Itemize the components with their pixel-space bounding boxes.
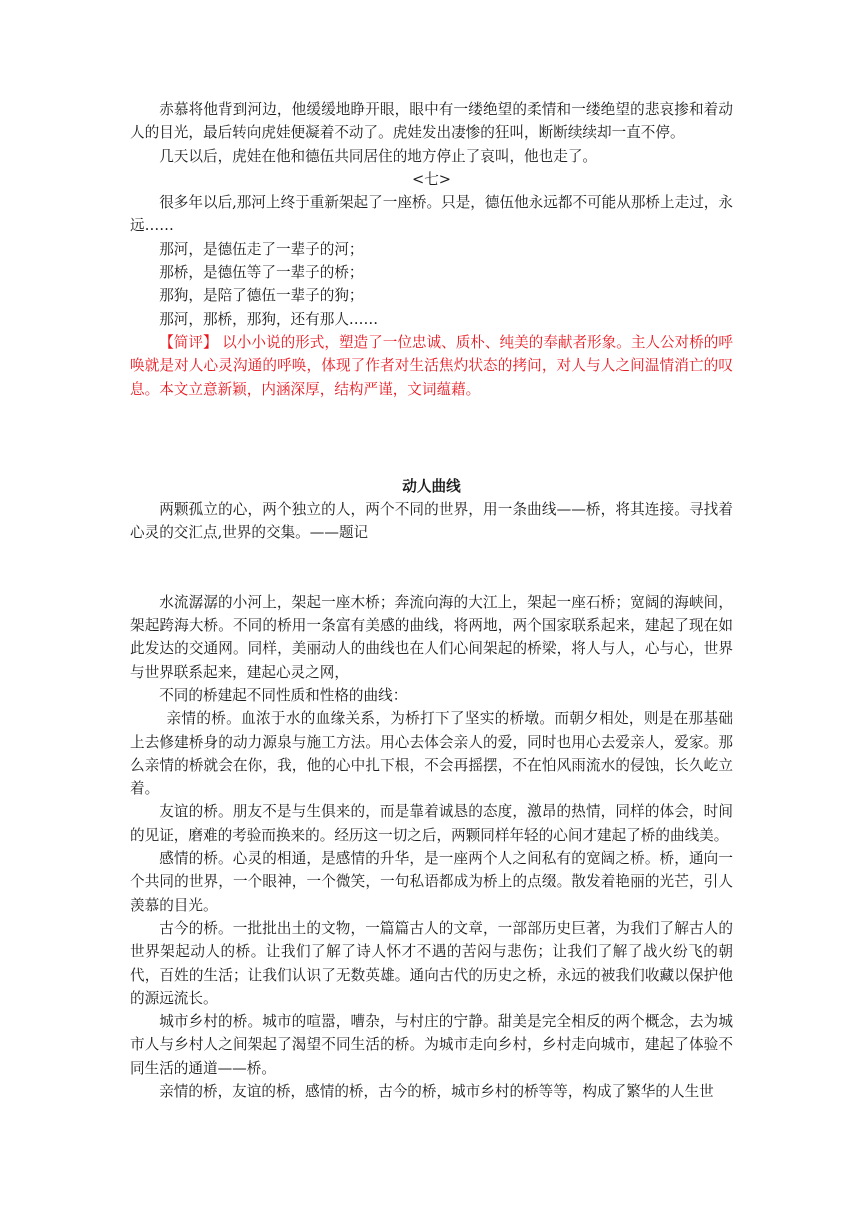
story-paragraph: 几天以后，虎娃在他和德伍共同居住的地方停止了哀叫，他也走了。 — [159, 147, 598, 165]
story-paragraph: 赤慕将他背到河边，他缓缓地睁开眼，眼中有一缕绝望的柔情和一缕绝望的悲哀掺和着动人的目光，最后转向虎娃便凝着不动了。虎娃发出凄惨的狂叫，断断续续却一直不停。 — [130, 101, 733, 142]
editor-comment: 【简评】 以小小说的形式，塑造了一位忠诚、质朴、纯美的奉献者形象。主人公对桥的呼唤就是对人心灵沟通的呼唤，体现了作者对生活焦灼状态的拷问，对人与人之间温情消亡的叹息。本文立意新颖，内涵深厚，结构严谨，文词蕴藉。 — [130, 333, 733, 398]
refrain-line: 那桥，是德伍等了一辈子的桥； — [159, 264, 364, 282]
essay-paragraph: 不同的桥建起不同性质和性格的曲线： — [159, 686, 408, 704]
refrain-line: 那河，是德伍走了一辈子的河； — [159, 240, 364, 258]
essay-paragraph: 古今的桥。一批批出土的文物，一篇篇古人的文章，一部部历史巨著，为我们了解古人的世界架起动人的桥。让我们了解了诗人怀才不遇的苦闷与悲伤；让我们了解了战火纷飞的朝代，百姓的生活；让我们认识了无数英雄。通向古代的历史之桥，永远的被我们收藏以保护他的源远流长。 — [130, 919, 733, 1007]
refrain-line: 那河，那桥，那狗，还有那人…… — [159, 310, 379, 328]
spacer — [130, 545, 733, 591]
essay-paragraph: 亲情的桥。血浓于水的血缘关系，为桥打下了坚实的桥墩。而朝夕相处，则是在那基础上去修建桥身的动力源泉与施工方法。用心去体会亲人的爱，同时也用心去爱亲人，爱家。那么亲情的桥就会在你，我，他的心中扎下根，不会再摇摆，不在怕风雨流水的侵蚀，长久屹立着。 — [130, 710, 733, 798]
chapter-marker: <七> — [411, 170, 452, 188]
essay-paragraph: 亲情的桥，友谊的桥，感情的桥，古今的桥，城市乡村的桥等等，构成了繁华的人生世 — [159, 1082, 714, 1100]
refrain-line: 那狗，是陪了德伍一辈子的狗； — [159, 287, 364, 305]
essay-paragraph: 城市乡村的桥。城市的喧嚣，嘈杂，与村庄的宁静。甜美是完全相反的两个概念，去为城市人与乡村人之间架起了渴望不同生活的桥。为城市走向乡村，乡村走向城市，建起了体验不同生活的通道——桥。 — [130, 1013, 733, 1077]
essay-paragraph: 水流潺潺的小河上，架起一座木桥；奔流向海的大江上，架起一座石桥；宽阔的海峡间，架起跨海大桥。不同的桥用一条富有美感的曲线，将两地，两个国家联系起来，建起了现在如此发达的交通网。同样，美丽动人的曲线也在人们心间架起的桥梁，将人与人，心与心，世界与世界联系起来，建起心灵之网， — [130, 593, 733, 681]
epigraph: 两颗孤立的心，两个独立的人，两个不同的世界，用一条曲线——桥，将其连接。寻找着心灵的交汇点,世界的交集。——题记 — [130, 501, 733, 542]
essay-paragraph: 友谊的桥。朋友不是与生俱来的，而是靠着诚恳的态度，激昂的热情，同样的体会，时间的见证，磨难的考验而换来的。经历这一切之后，两颗同样年轻的心间才建起了桥的曲线美。 — [130, 803, 733, 844]
essay-title: 动人曲线 — [402, 477, 461, 495]
story-paragraph: 很多年以后,那河上终于重新架起了一座桥。只是，德伍他永远都不可能从那桥上走过，永远…… — [130, 194, 733, 235]
essay-paragraph: 感情的桥。心灵的相通，是感情的升华，是一座两个人之间私有的宽阔之桥。桥，通向一个共同的世界，一个眼神，一个微笑，一句私语都成为桥上的点缀。散发着艳丽的光芒，引人羡慕的目光。 — [130, 850, 733, 914]
